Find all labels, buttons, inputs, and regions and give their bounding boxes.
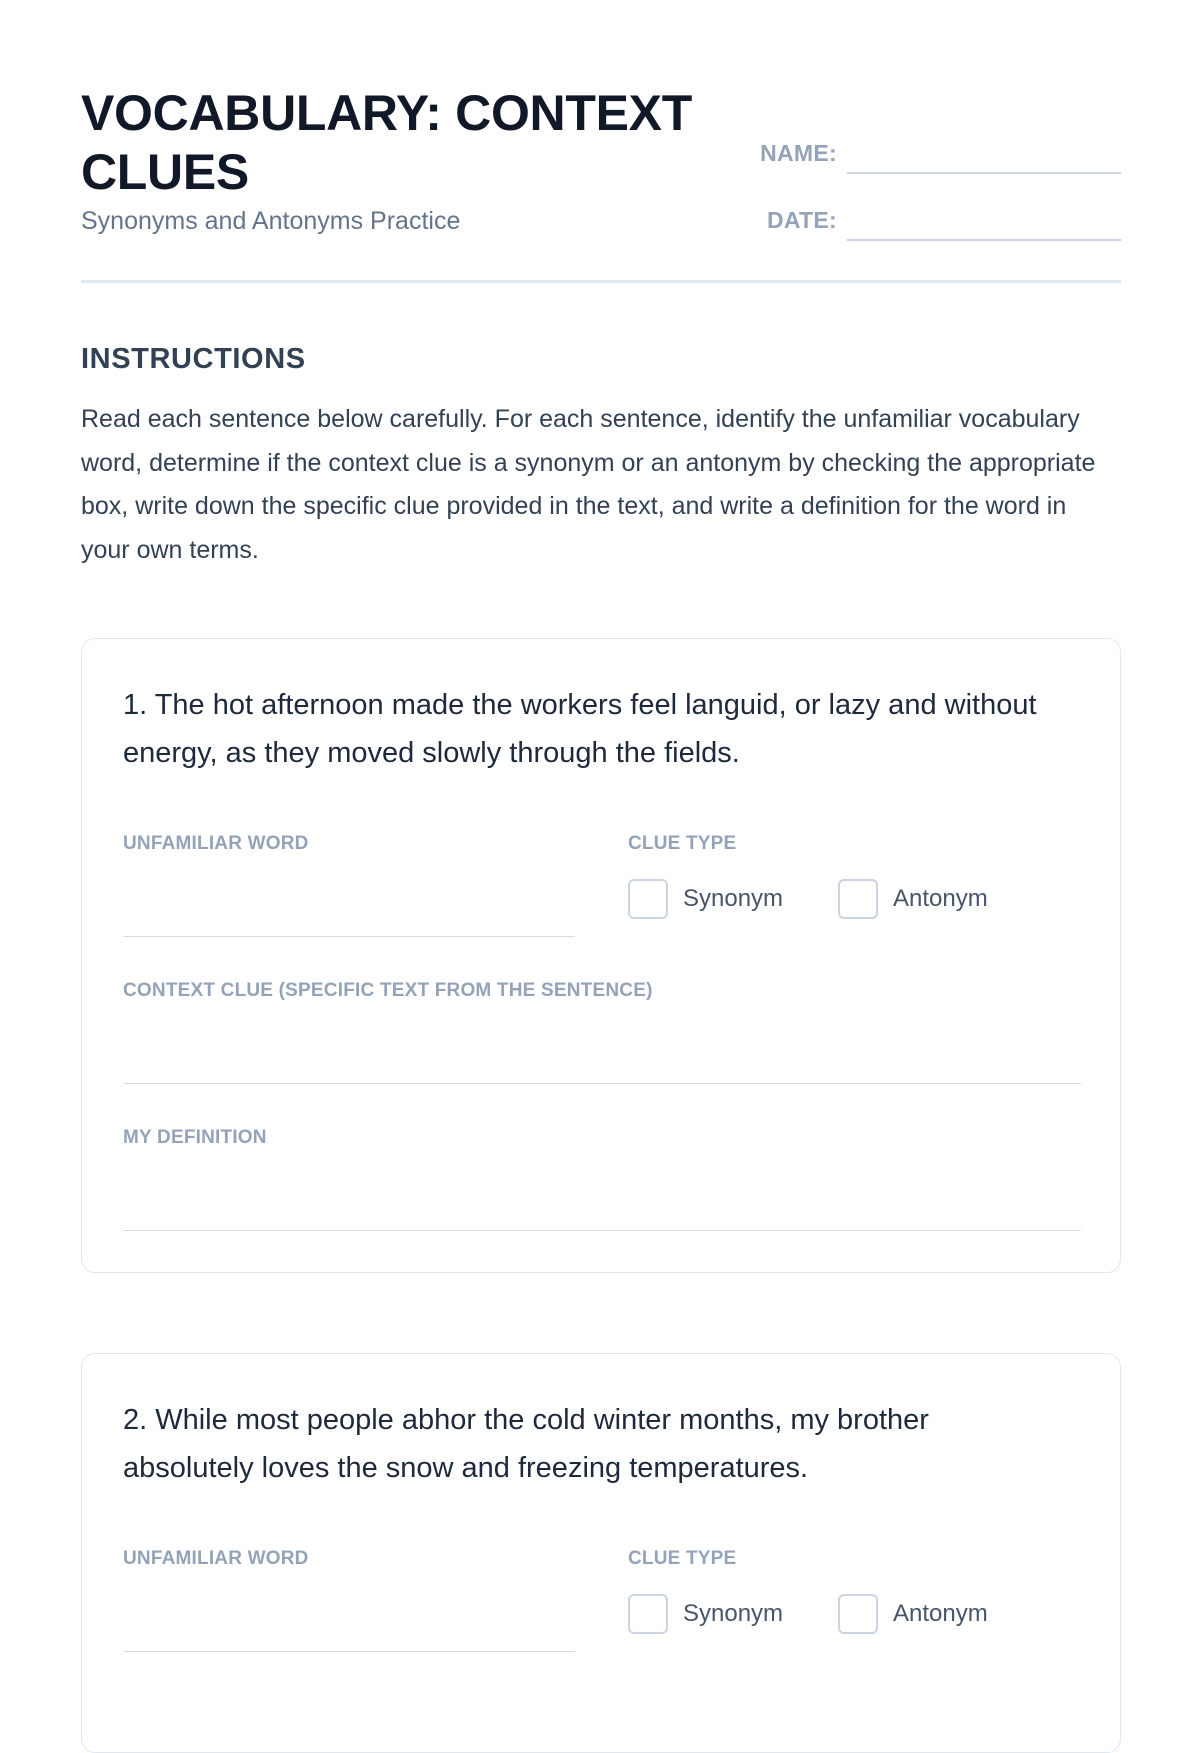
unfamiliar-word-field[interactable] [123,936,575,937]
clue-type-label: CLUE TYPE [628,1548,737,1569]
synonym-option[interactable] [628,1594,783,1634]
name-label: NAME: [760,140,837,166]
question-sentence: 2. While most people abhor the cold winter months, my brother absolutely loves the snow and freezing temperatures. [123,1404,929,1484]
synonym-checkbox[interactable] [628,879,668,919]
unfamiliar-word-field[interactable] [123,1651,575,1652]
synonym-label: Synonym [683,885,784,912]
antonym-checkbox[interactable] [838,1594,878,1634]
synonym-label: Synonym [683,1600,784,1627]
antonym-option[interactable] [838,879,988,919]
worksheet-header [81,84,1121,284]
synonym-option[interactable] [628,879,783,919]
context-clue-label: CONTEXT CLUE (SPECIFIC TEXT FROM THE SENTENCE) [123,980,653,1001]
date-label: DATE: [766,207,837,233]
my-definition-field[interactable] [123,1230,1081,1231]
instructions-heading: INSTRUCTIONS [81,343,306,375]
synonym-checkbox[interactable] [628,1594,668,1634]
header-divider [81,280,1121,283]
antonym-label: Antonym [893,885,988,912]
context-clue-field[interactable] [123,1083,1081,1084]
question-sentence: 1. The hot afternoon made the workers feel languid, or lazy and without energy, as they moved slowly through the fields. [123,689,1037,769]
unfamiliar-word-label: UNFAMILIAR WORD [123,1548,309,1569]
antonym-checkbox[interactable] [838,879,878,919]
antonym-option[interactable] [838,1594,988,1634]
question-card [81,1353,1121,1753]
my-definition-label: MY DEFINITION [123,1127,267,1148]
name-field[interactable] [847,172,1121,174]
clue-type-label: CLUE TYPE [628,833,737,854]
worksheet-title: VOCABULARY: CONTEXT CLUES [81,85,692,200]
date-field[interactable] [847,239,1121,241]
antonym-label: Antonym [893,1600,988,1627]
unfamiliar-word-label: UNFAMILIAR WORD [123,833,309,854]
worksheet-subtitle: Synonyms and Antonyms Practice [81,207,461,235]
question-card [81,638,1121,1273]
instructions-body: Read each sentence below carefully. For each sentence, identify the unfamiliar vocabulary word, determine if the context clue is a synonym or an antonym by checking the appropriate box, write down the specific clue provided in the text, and write a definition for the word in your own terms. [81,405,1096,564]
